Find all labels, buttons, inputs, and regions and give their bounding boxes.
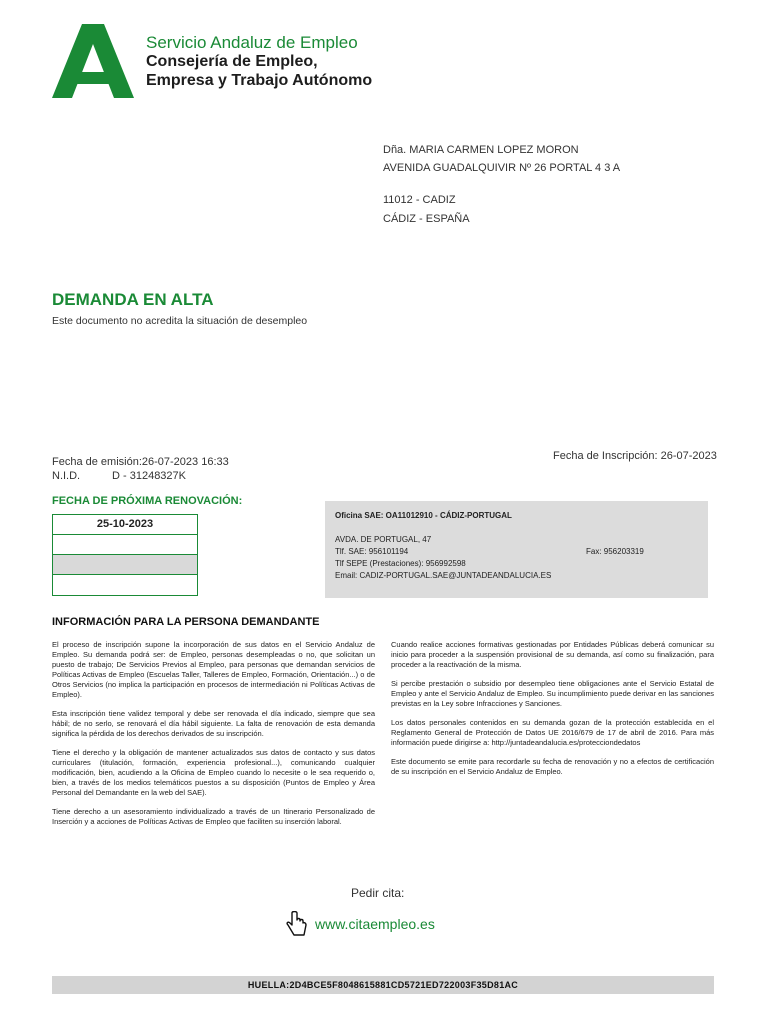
cita-link[interactable]: www.citaempleo.es xyxy=(315,916,435,932)
info-left-column xyxy=(52,640,375,836)
info-paragraph: Este documento se emite para recordarle su fecha de renovación y no a efectos de certificación de su inscripción en el Servicio Andaluz de Empleo. xyxy=(391,757,714,776)
huella-bar: HUELLA:2D4BCE5F8048615881CD5721ED722003F35D81AC xyxy=(52,976,714,994)
nid-label: N.I.D. xyxy=(52,470,81,482)
info-title: INFORMACIÓN PARA LA PERSONA DEMANDANTE xyxy=(52,616,320,628)
document-title: DEMANDA EN ALTA xyxy=(52,290,214,309)
info-paragraph: Tiene el derecho y la obligación de mantener actualizados sus datos de contacto y sus datos curriculares (titulación, formación, experiencia profesional...), comunicando cualquier modificación, bien, acudiendo a la Oficina de Empleo cuando lo necesite o le sea requerido o, bien, a través de los medios telemáticos puestos a su disposición (Puntos de Empleo y Área Personal del Demandante en la web del SAE). xyxy=(52,748,375,797)
info-paragraph: Tiene derecho a un asesoramiento individualizado a través de un Itinerario Personalizado de Inserción y a acciones de Políticas Activas de Empleo que faciliten su inserción laboral. xyxy=(52,807,375,826)
pointing-hand-icon xyxy=(284,911,308,939)
renewal-row-empty xyxy=(53,535,197,555)
office-address: AVDA. DE PORTUGAL, 47 xyxy=(335,535,432,544)
renewal-row-empty xyxy=(53,575,197,595)
recipient-region: CÁDIZ - ESPAÑA xyxy=(383,213,470,225)
nid-value: D - 31248327K xyxy=(112,470,186,482)
cita-label: Pedir cita: xyxy=(351,886,405,900)
office-tel: Tlf. SAE: 956101194 xyxy=(335,547,409,556)
org-line-1: Consejería de Empleo, xyxy=(146,53,318,70)
office-fax: Fax: 956203319 xyxy=(586,547,644,556)
office-box xyxy=(325,501,708,598)
recipient-name: Dña. MARIA CARMEN LOPEZ MORON xyxy=(383,144,579,156)
office-name: Oficina SAE: OA11012910 - CÁDIZ-PORTUGAL xyxy=(335,511,512,520)
info-paragraph: El proceso de inscripción supone la incorporación de sus datos en el Servicio Andaluz de Empleo. Su demanda podrá ser: de Empleo, personas desempleadas o no, que solicitan un puesto de trabajo; De Servicios Previos al Empleo, para personas que demandan servicios de Políticas Activas de Empleo (Escuelas Taller, Talleres de Empleo, Formación, Orientación...) o de Otros Servicios (no implica la participación en procesos de intermediación ni Políticas Activas de Empleo). xyxy=(52,640,375,699)
recipient-street: AVENIDA GUADALQUIVIR Nº 26 PORTAL 4 3 A xyxy=(383,162,621,174)
emission-date: Fecha de emisión:26-07-2023 16:33 xyxy=(52,456,229,468)
renewal-title: FECHA DE PRÓXIMA RENOVACIÓN: xyxy=(52,495,243,507)
renewal-row-empty xyxy=(53,555,197,575)
document-subtitle: Este documento no acredita la situación de desempleo xyxy=(52,315,308,327)
inscription-date: Fecha de Inscripción: 26-07-2023 xyxy=(553,450,717,462)
renewal-table xyxy=(52,514,198,596)
info-right-column xyxy=(391,640,714,786)
org-line-2: Empresa y Trabajo Autónomo xyxy=(146,72,373,89)
recipient-postal: 11012 - CADIZ xyxy=(383,194,456,206)
org-name: Servicio Andaluz de Empleo xyxy=(146,33,358,52)
office-tel-sepe: Tlf SEPE (Prestaciones): 956992598 xyxy=(335,559,466,568)
info-paragraph: Los datos personales contenidos en su demanda gozan de la protección establecida en el Reglamento General de Protección de Datos UE 2016/679 de 17 de abril de 2016. Para más información puede dirigirse a: http://juntadeandalucia.es/protecciondedatos xyxy=(391,718,714,747)
info-paragraph: Si percibe prestación o subsidio por desempleo tiene obligaciones ante el Servicio Estatal de Empleo y ante el Servicio Andaluz de Empleo. Su incumplimiento puede derivar en las sanciones previstas en la Ley sobre Infracciones y Sanciones. xyxy=(391,679,714,708)
office-email: Email: CADIZ-PORTUGAL.SAE@JUNTADEANDALUCIA.ES xyxy=(335,571,552,580)
junta-andalucia-logo-icon xyxy=(52,24,134,98)
info-paragraph: Esta inscripción tiene validez temporal y debe ser renovada el día indicado, siempre que sea hábil; de no serlo, se renovará el día hábil siguiente. La falta de renovación de esta demanda significa la pérdida de los derechos derivados de su inscripción. xyxy=(52,709,375,738)
info-paragraph: Cuando realice acciones formativas gestionadas por Entidades Públicas deberá comunicar su inicio para proceder a la suspensión provisional de su demanda, así como su finalización, para proceder a la reactivación de la misma. xyxy=(391,640,714,669)
renewal-date: 25-10-2023 xyxy=(53,515,197,535)
